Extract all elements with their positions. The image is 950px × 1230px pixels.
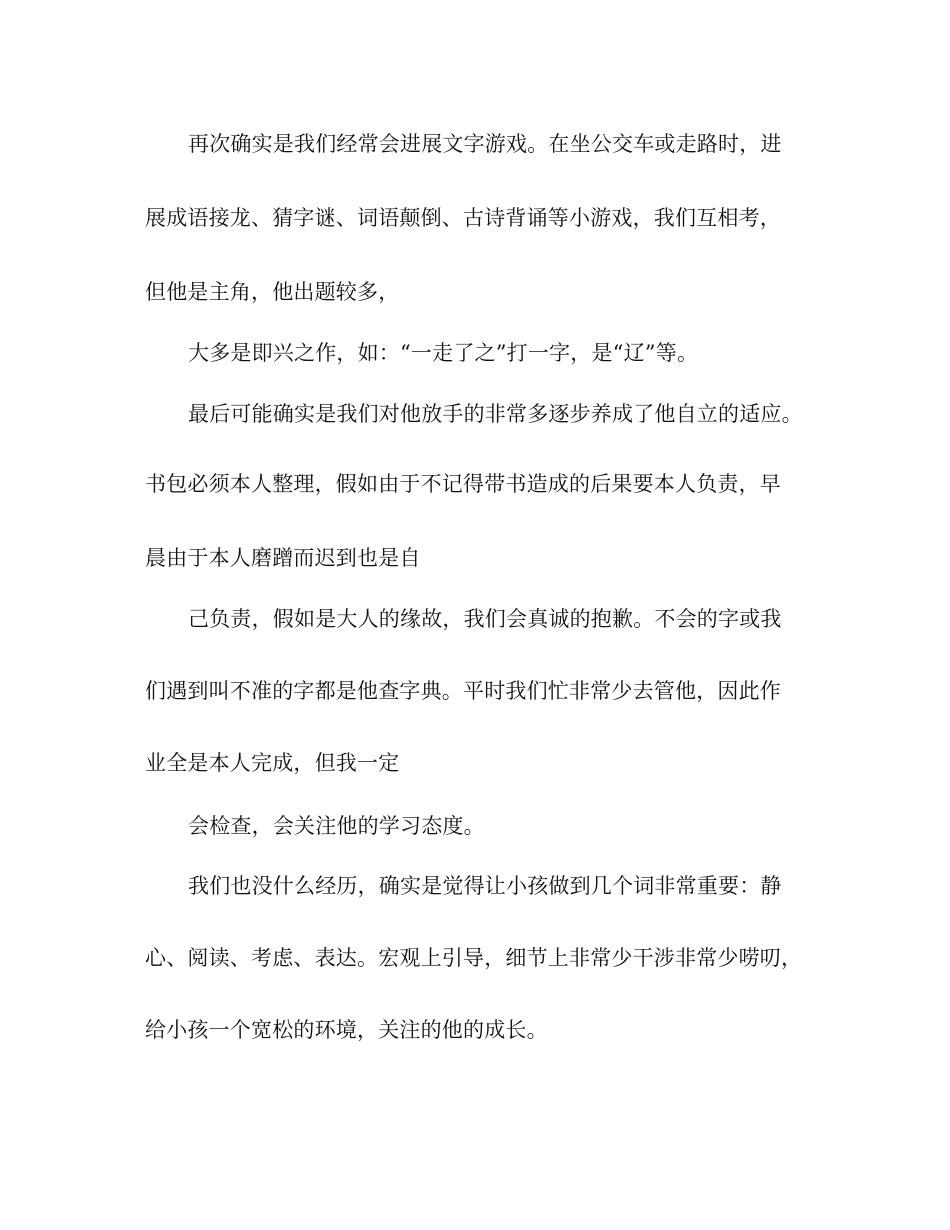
text-line: 晨由于本人磨蹭而迟到也是自	[145, 546, 421, 570]
text-line: 会检查，会关注他的学习态度。	[188, 814, 485, 838]
text-line: 再次确实是我们经常会进展文字游戏。在坐公交车或走路时，进	[188, 132, 782, 156]
text-line: 我们也没什么经历，确实是觉得让小孩做到几个词非常重要：静	[188, 874, 782, 898]
text-line: 展成语接龙、猜字谜、词语颠倒、古诗背诵等小游戏，我们互相考，	[145, 206, 781, 230]
text-line: 最后可能确实是我们对他放手的非常多逐步养成了他自立的适应。	[188, 402, 803, 426]
text-line: 但他是主角，他出题较多，	[145, 280, 400, 304]
text-line: 书包必须本人整理，假如由于不记得带书造成的后果要本人负责，早	[145, 472, 781, 496]
text-line: 业全是本人完成，但我一定	[145, 751, 400, 775]
text-line: 们遇到叫不准的字都是他查字典。平时我们忙非常少去管他，因此作	[145, 679, 781, 703]
text-line: 心、阅读、考虑、表达。宏观上引导，细节上非常少干涉非常少唠叨，	[145, 946, 803, 970]
text-line: 大多是即兴之作，如：“一走了之”打一字，是“辽”等。	[188, 341, 699, 365]
text-line: 己负责，假如是大人的缘故，我们会真诚的抱歉。不会的字或我	[188, 607, 782, 631]
text-line: 给小孩一个宽松的环境，关注的他的成长。	[145, 1018, 548, 1042]
